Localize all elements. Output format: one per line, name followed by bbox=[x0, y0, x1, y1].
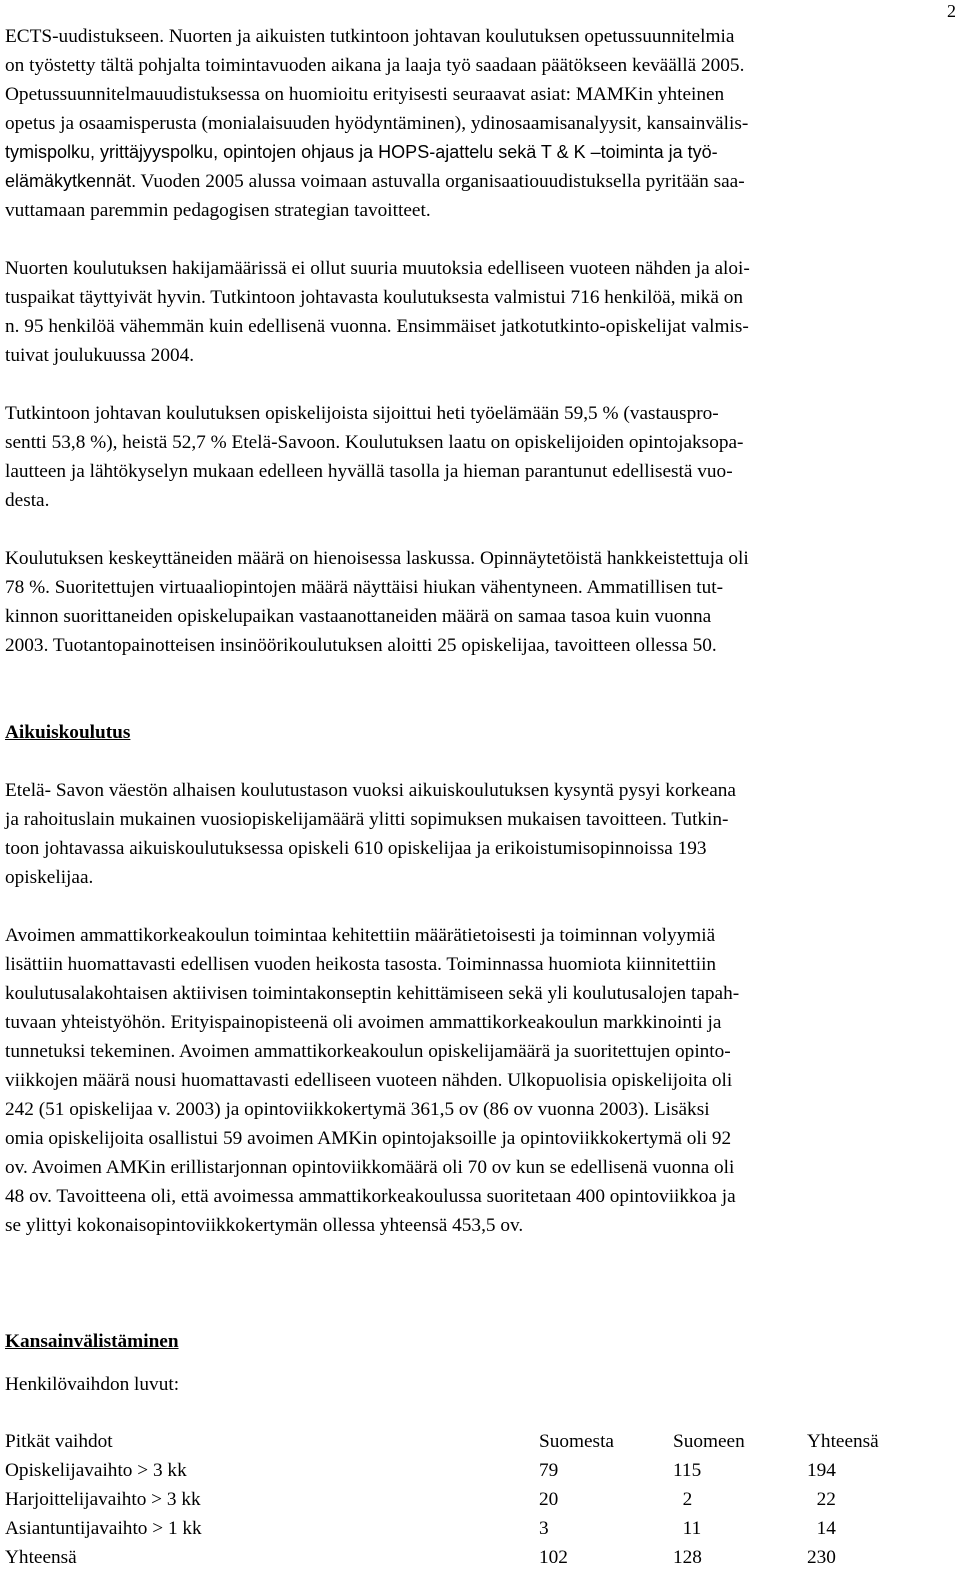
text-line: lautteen ja lähtökyselyn mukaan edelleen hyvällä tasolla ja hieman parantunut edellisestä vuo- bbox=[5, 461, 733, 482]
text-line: ECTS-uudistukseen. Nuorten ja aikuisten tutkintoon johtavan koulutuksen opetussuunnitelmia bbox=[5, 26, 735, 47]
table-cell: Harjoittelijavaihto > 3 kk bbox=[5, 1489, 201, 1510]
table-cell: 79 bbox=[539, 1460, 559, 1481]
text-line: tuivat joulukuussa 2004. bbox=[5, 345, 195, 366]
text-line: 2003. Tuotantopainotteisen insinöörikoulutuksen aloitti 25 opiskelijaa, tavoitteen ollessa 50. bbox=[5, 635, 717, 656]
table-header-cell: Pitkät vaihdot bbox=[5, 1431, 113, 1452]
text-segment: Vuoden 2005 alussa voimaan astuvalla organisaatiouudistuksella pyritään saa- bbox=[136, 171, 745, 192]
sans-text: tymispolku, yrittäjyyspolku, opintojen ohjaus ja HOPS-ajattelu sekä T & K –toiminta ja työ- bbox=[5, 142, 718, 162]
paragraph-adult-education bbox=[5, 776, 951, 892]
intro-paragraph bbox=[5, 22, 951, 225]
text-line: vuttamaan paremmin pedagogisen strategian tavoitteet. bbox=[5, 200, 431, 221]
table-header-cell: Yhteensä bbox=[807, 1431, 879, 1452]
table-cell: Yhteensä bbox=[5, 1547, 77, 1568]
text-line: sentti 53,8 %), heistä 52,7 % Etelä-Savoon. Koulutuksen laatu on opiskelijoiden opintojaksopa- bbox=[5, 432, 744, 453]
text-line: toon johtavassa aikuiskoulutuksessa opiskeli 610 opiskelijaa ja erikoistumisopinnoissa 193 bbox=[5, 838, 707, 859]
text-line: omia opiskelijoita osallistui 59 avoimen AMKin opintojaksoille ja opintoviikkokertymä oli 92 bbox=[5, 1128, 732, 1149]
paragraph-dropouts bbox=[5, 544, 951, 660]
text-line: Koulutuksen keskeyttäneiden määrä on hienoisessa laskussa. Opinnäytetöistä hankkeistettuja oli bbox=[5, 548, 749, 569]
section-heading-kansainvalistaminen: Kansainvälistäminen bbox=[5, 1331, 179, 1352]
text-line: 78 %. Suoritettujen virtuaaliopintojen määrä näyttäisi hiukan vähentyneen. Ammatillisen tut- bbox=[5, 577, 724, 598]
text-line: koulutusalakohtaisen aktiivisen toimintakonseptin kehittämiseen sekä yli koulutusalojen tapah- bbox=[5, 983, 740, 1004]
table-cell: Opiskelijavaihto > 3 kk bbox=[5, 1460, 187, 1481]
table-cell: 102 bbox=[539, 1547, 568, 1568]
table-row bbox=[5, 1543, 917, 1572]
table-header-cell: Suomeen bbox=[673, 1431, 745, 1452]
text-line: tuspaikat täyttyivät hyvin. Tutkintoon johtavasta koulutuksesta valmistui 716 henkilöä, mikä on bbox=[5, 287, 743, 308]
text-line: desta. bbox=[5, 490, 50, 511]
table-cell: 194 bbox=[807, 1460, 836, 1481]
text-line: tunnetuksi tekeminen. Avoimen ammattikorkeakoulun opiskelijamäärä ja suoritettujen opinto- bbox=[5, 1041, 731, 1062]
document-page bbox=[5, 22, 951, 1572]
table-header-cell: Suomesta bbox=[539, 1431, 614, 1452]
text-line: opetus ja osaamisperusta (monialaisuuden hyödyntäminen), ydinosaamisanalyysit, kansainvälis- bbox=[5, 113, 749, 134]
exchange-table bbox=[5, 1427, 917, 1572]
text-line: ja rahoituslain mukainen vuosiopiskelijamäärä ylitti sopimuksen mukaisen tavoitteen. Tutkin- bbox=[5, 809, 729, 830]
page-number: 2 bbox=[947, 1, 956, 21]
paragraph-employment bbox=[5, 399, 951, 515]
table-cell: 14 bbox=[807, 1518, 836, 1539]
text-line: n. 95 henkilöä vähemmän kuin edellisenä vuonna. Ensimmäiset jatkotutkinto-opiskelijat valmis- bbox=[5, 316, 749, 337]
text-line: tuvaan yhteistyöhön. Erityispainopisteenä oli avoimen ammattikorkeakoulun markkinointi ja bbox=[5, 1012, 722, 1033]
text-line: opiskelijaa. bbox=[5, 867, 94, 888]
paragraph-graduates bbox=[5, 254, 951, 370]
section-heading-aikuiskoulutus: Aikuiskoulutus bbox=[5, 722, 131, 743]
table-header-row bbox=[5, 1427, 917, 1456]
text-line: on työstetty tältä pohjalta toimintavuoden aikana ja laaja työ saadaan päätökseen keväällä 2005. bbox=[5, 55, 745, 76]
text-line bbox=[5, 167, 951, 196]
text-line bbox=[5, 138, 951, 167]
table-cell: 3 bbox=[539, 1518, 549, 1539]
table-row bbox=[5, 1456, 917, 1485]
text-line: Nuorten koulutuksen hakijamäärissä ei ollut suuria muutoksia edelliseen vuoteen nähden ja aloi- bbox=[5, 258, 750, 279]
text-line: lisättiin huomattavasti edellisen vuoden heikosta tasosta. Toiminnassa huomiota kiinnitettiin bbox=[5, 954, 717, 975]
text-line: 242 (51 opiskelijaa v. 2003) ja opintoviikkokertymä 361,5 ov (86 ov vuonna 2003). Lisäksi bbox=[5, 1099, 710, 1120]
text-line: Tutkintoon johtavan koulutuksen opiskelijoista sijoittui heti työelämään 59,5 % (vastauspro- bbox=[5, 403, 719, 424]
table-cell: 230 bbox=[807, 1547, 836, 1568]
text-line: Etelä- Savon väestön alhaisen koulutustason vuoksi aikuiskoulutuksen kysyntä pysyi korkeana bbox=[5, 780, 736, 801]
table-cell: 2 bbox=[673, 1489, 693, 1510]
text-line: ov. Avoimen AMKin erillistarjonnan opintoviikkomäärä oli 70 ov kun se edellisenä vuonna oli bbox=[5, 1157, 735, 1178]
table-cell: 20 bbox=[539, 1489, 559, 1510]
table-cell: 115 bbox=[673, 1460, 702, 1481]
table-caption: Henkilövaihdon luvut: bbox=[5, 1374, 180, 1395]
text-line: Opetussuunnitelmauudistuksessa on huomioitu erityisesti seuraavat asiat: MAMKin yhteinen bbox=[5, 84, 725, 105]
table-cell: 128 bbox=[673, 1547, 702, 1568]
text-line: 48 ov. Tavoitteena oli, että avoimessa ammattikorkeakoulussa suoritetaan 400 opintoviikkoa ja bbox=[5, 1186, 736, 1207]
table-cell: 11 bbox=[673, 1518, 702, 1539]
text-line: se ylittyi kokonaisopintoviikkokertymän ollessa yhteensä 453,5 ov. bbox=[5, 1215, 524, 1236]
table-cell: Asiantuntijavaihto > 1 kk bbox=[5, 1518, 202, 1539]
text-line: viikkojen määrä nousi huomattavasti edelliseen vuoteen nähden. Ulkopuolisia opiskelijoita oli bbox=[5, 1070, 733, 1091]
table-cell: 22 bbox=[807, 1489, 836, 1510]
text-line: kinnon suorittaneiden opiskelupaikan vastaanottaneiden määrä on samaa tasoa kuin vuonna bbox=[5, 606, 712, 627]
sans-text: elämäkytkennät. bbox=[5, 171, 137, 191]
table-row bbox=[5, 1514, 917, 1543]
paragraph-open-amk bbox=[5, 921, 951, 1240]
table-row bbox=[5, 1485, 917, 1514]
text-line: Avoimen ammattikorkeakoulun toimintaa kehitettiin määrätietoisesti ja toiminnan volyymiä bbox=[5, 925, 716, 946]
